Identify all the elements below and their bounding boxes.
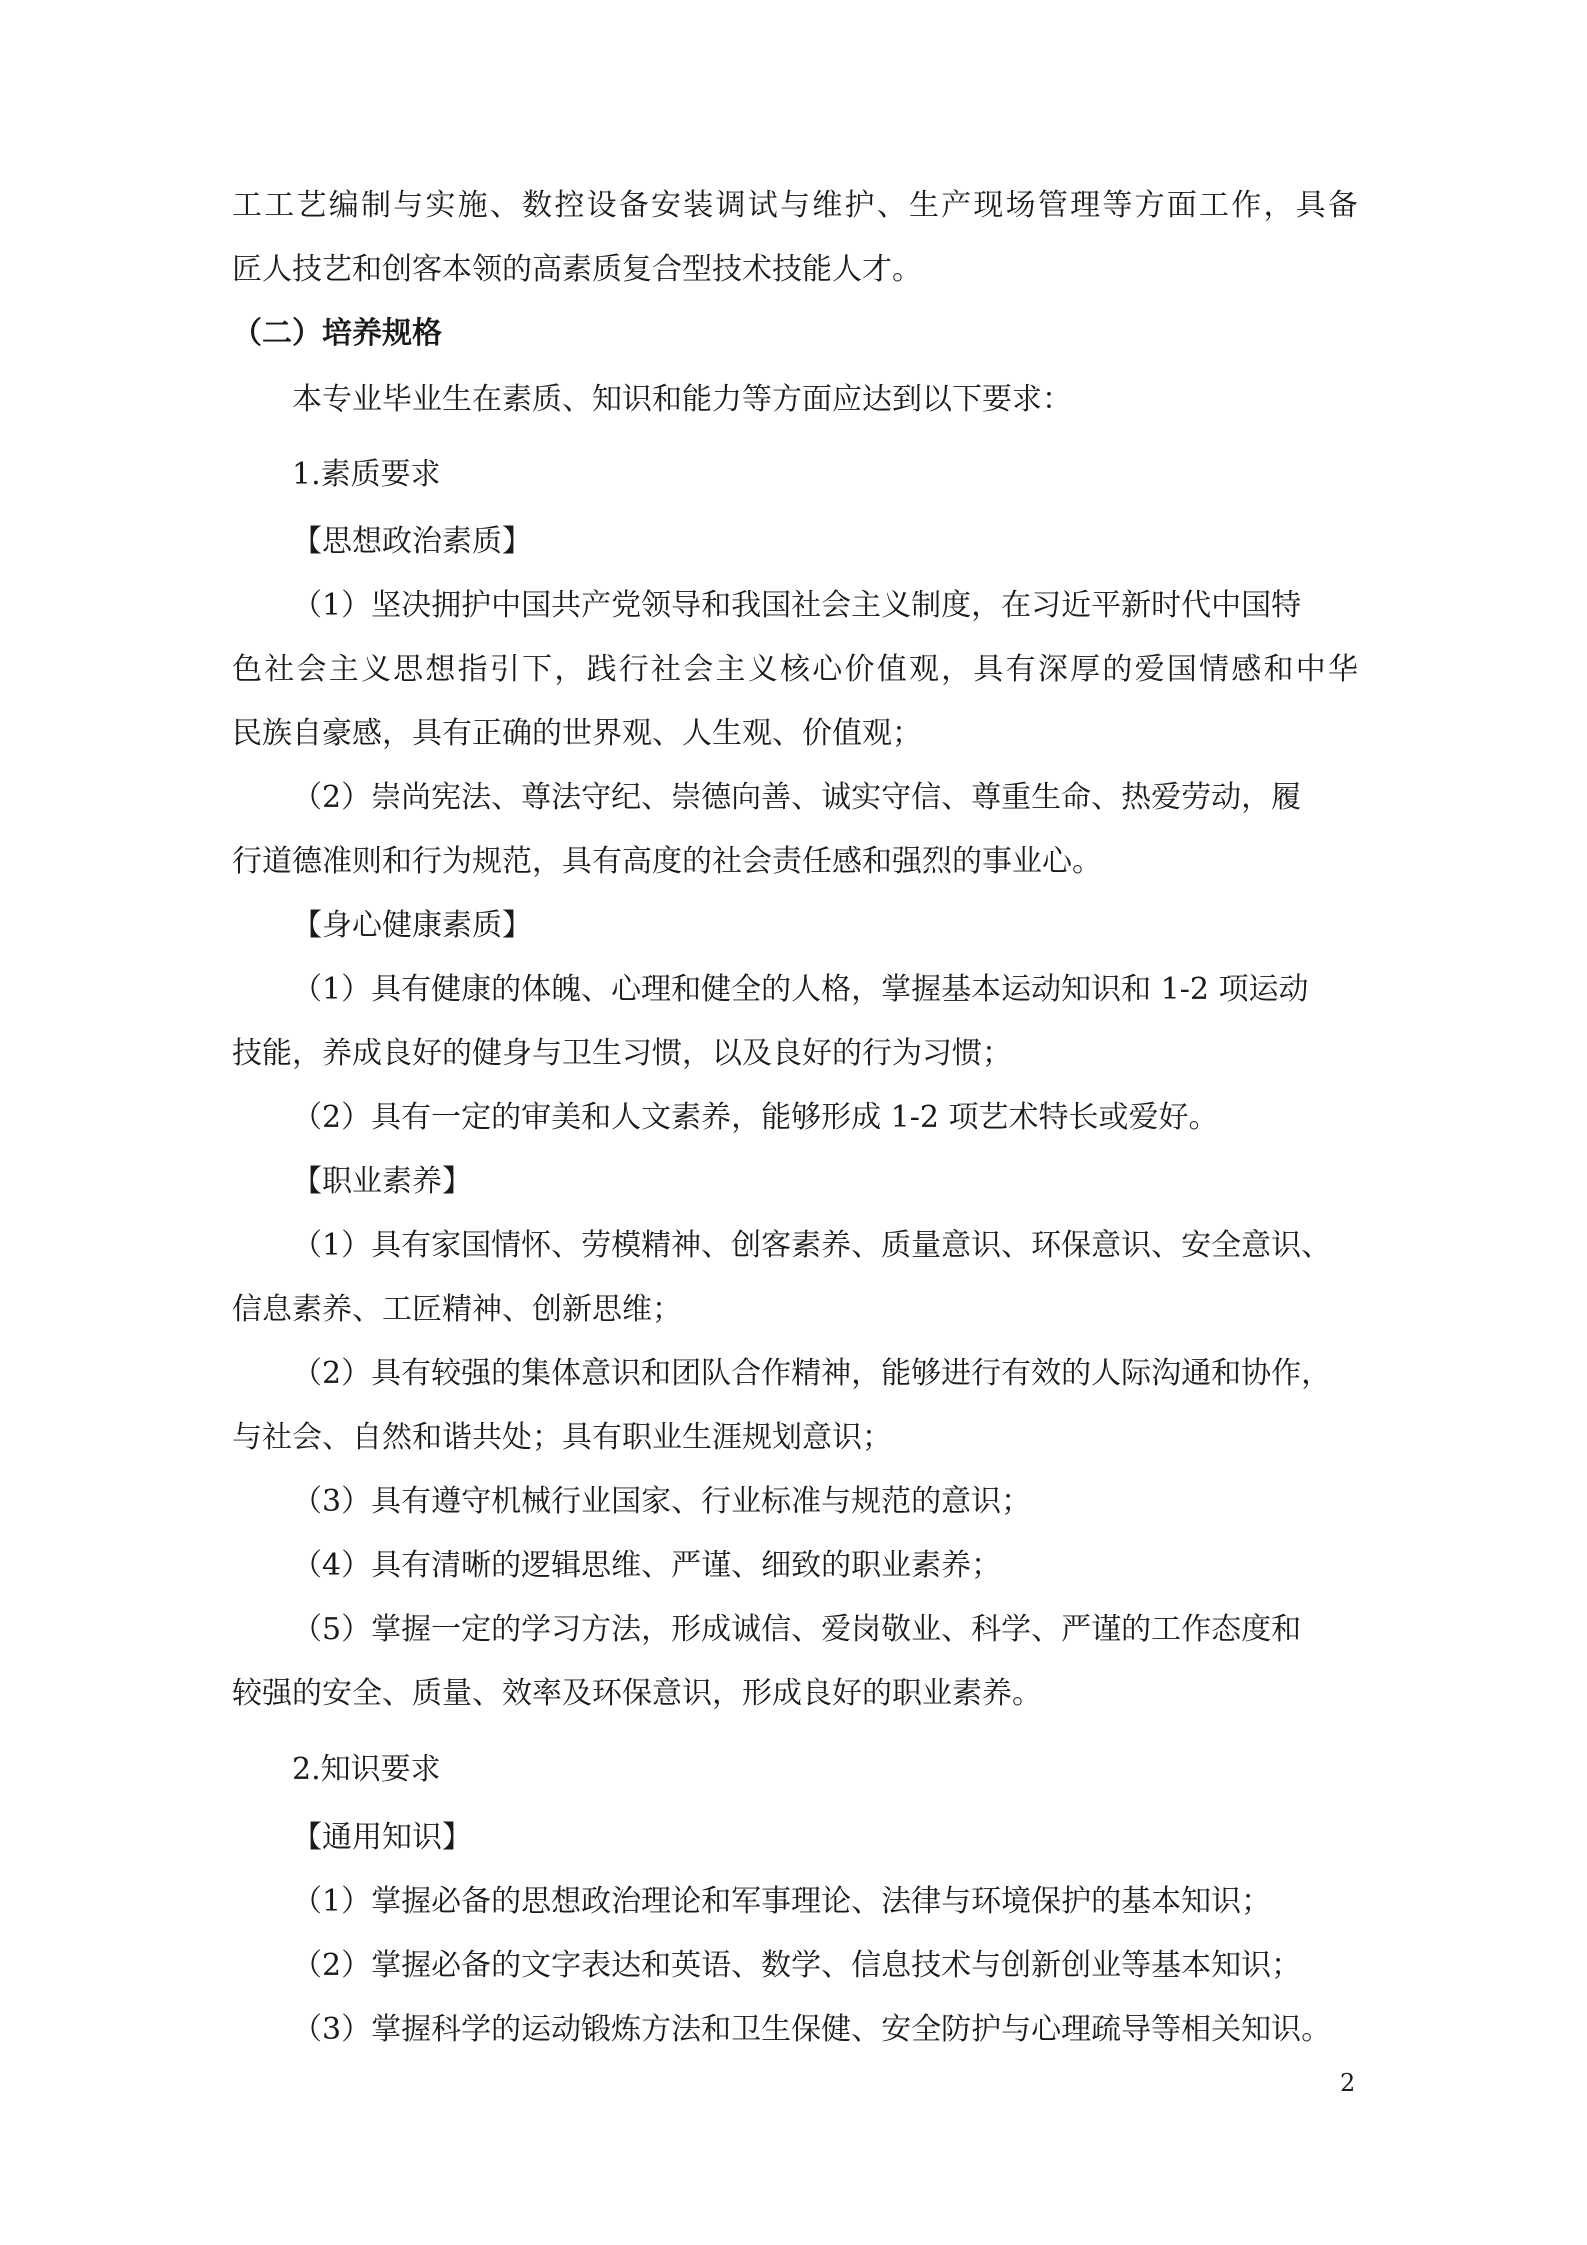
subsection-heading: 2.知识要求 bbox=[292, 1752, 441, 1787]
category-heading: 【通用知识】 bbox=[292, 1820, 472, 1855]
section-heading: （二）培养规格 bbox=[232, 316, 442, 351]
paragraph-line: 本专业毕业生在素质、知识和能力等方面应达到以下要求： bbox=[292, 382, 1072, 417]
paragraph-line: 色社会主义思想指引下，践行社会主义核心价值观，具有深厚的爱国情感和中华 bbox=[232, 652, 1358, 687]
list-item: （1）掌握必备的思想政治理论和军事理论、法律与环境保护的基本知识； bbox=[292, 1884, 1272, 1919]
list-item: （1）坚决拥护中国共产党领导和我国社会主义制度，在习近平新时代中国特 bbox=[292, 588, 1302, 623]
paragraph-line: 技能，养成良好的健身与卫生习惯，以及良好的行为习惯； bbox=[232, 1036, 1012, 1071]
subsection-heading: 1.素质要求 bbox=[292, 457, 441, 492]
list-item: （1）具有健康的体魄、心理和健全的人格，掌握基本运动知识和 1-2 项运动 bbox=[292, 972, 1309, 1007]
list-item: （2）具有较强的集体意识和团队合作精神，能够进行有效的人际沟通和协作， bbox=[292, 1356, 1332, 1391]
category-heading: 【思想政治素质】 bbox=[292, 524, 532, 559]
paragraph-line: 民族自豪感，具有正确的世界观、人生观、价值观； bbox=[232, 716, 922, 751]
list-item: （5）掌握一定的学习方法，形成诚信、爱岗敬业、科学、严谨的工作态度和 bbox=[292, 1612, 1302, 1647]
paragraph-line: 较强的安全、质量、效率及环保意识，形成良好的职业素养。 bbox=[232, 1676, 1042, 1711]
list-item: （3）掌握科学的运动锻炼方法和卫生保健、安全防护与心理疏导等相关知识。 bbox=[292, 2012, 1332, 2047]
paragraph-line: 匠人技艺和创客本领的高素质复合型技术技能人才。 bbox=[232, 252, 922, 287]
paragraph-line: 行道德准则和行为规范，具有高度的社会责任感和强烈的事业心。 bbox=[232, 844, 1102, 879]
category-heading: 【身心健康素质】 bbox=[292, 908, 532, 943]
list-item: （2）掌握必备的文字表达和英语、数学、信息技术与创新创业等基本知识； bbox=[292, 1948, 1302, 1983]
page-number: 2 bbox=[1340, 2069, 1356, 2097]
list-item: （2）崇尚宪法、尊法守纪、崇德向善、诚实守信、尊重生命、热爱劳动，履 bbox=[292, 780, 1302, 815]
paragraph-line: 信息素养、工匠精神、创新思维； bbox=[232, 1292, 682, 1327]
list-item: （1）具有家国情怀、劳模精神、创客素养、质量意识、环保意识、安全意识、 bbox=[292, 1228, 1332, 1263]
paragraph-line: 与社会、自然和谐共处；具有职业生涯规划意识； bbox=[232, 1420, 892, 1455]
list-item: （2）具有一定的审美和人文素养，能够形成 1-2 项艺术特长或爱好。 bbox=[292, 1100, 1219, 1135]
list-item: （4）具有清晰的逻辑思维、严谨、细致的职业素养； bbox=[292, 1548, 1002, 1583]
paragraph-line: 工工艺编制与实施、数控设备安装调试与维护、生产现场管理等方面工作，具备 bbox=[232, 188, 1358, 223]
category-heading: 【职业素养】 bbox=[292, 1164, 472, 1199]
list-item: （3）具有遵守机械行业国家、行业标准与规范的意识； bbox=[292, 1484, 1032, 1519]
